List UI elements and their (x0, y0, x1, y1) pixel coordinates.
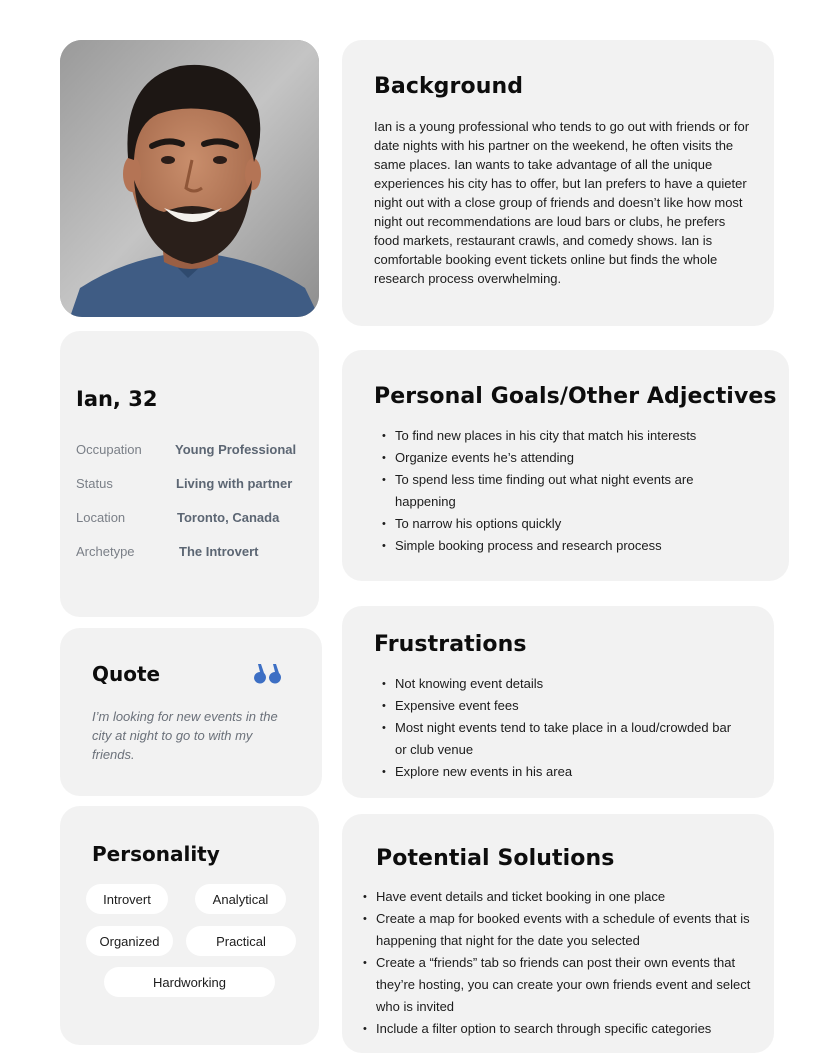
goals-list (374, 425, 754, 557)
goals-title: Personal Goals/Other Adjectives (374, 384, 777, 409)
goals-card (342, 350, 789, 581)
personality-title: Personality (92, 842, 220, 866)
info-label: Location (76, 510, 126, 525)
info-value: The Introvert (179, 544, 259, 559)
trait-pill: Introvert (86, 884, 168, 914)
list-item: • Not knowing event details (374, 673, 746, 695)
persona-portrait-image (60, 40, 319, 317)
trait-pill: Hardworking (104, 967, 275, 997)
list-item: • Organize events he’s attending (374, 447, 754, 469)
background-title: Background (374, 74, 524, 99)
frustrations-card (342, 606, 774, 798)
trait-pill: Practical (186, 926, 296, 956)
frustrations-list (374, 673, 746, 783)
trait-pill: Analytical (195, 884, 286, 914)
list-item: • Expensive event fees (374, 695, 746, 717)
quote-card (60, 628, 322, 796)
quote-text: I’m looking for new events in the city at night to go to with my friends. (92, 709, 278, 762)
list-item: • Include a filter option to search through specific categories (355, 1018, 765, 1040)
solutions-card (342, 814, 774, 1053)
personality-card (60, 806, 319, 1045)
background-card (342, 40, 774, 326)
background-text: Ian is a young professional who tends to go out with friends or for date nights with his partner on the weekend, he often visits the same places. Ian wants to take advantage of all the unique experiences his city has to offer, but Ian prefers to have a quieter night out with a close group of friends and doesn’t like how most night out recommendations are loud bars or clubs, he prefers food markets, restaurant crawls, and comedy shows. Ian is comfortable booking event tickets online but finds the whole research process overwhelming. (374, 119, 750, 286)
info-label: Archetype (76, 544, 135, 559)
list-item: • To spend less time finding out what night events are happening (374, 469, 754, 513)
list-item: • To narrow his options quickly (374, 513, 754, 535)
info-label: Status (76, 476, 113, 491)
persona-photo (60, 40, 319, 317)
list-item: • Create a map for booked events with a schedule of events that is happening that night for the date you selected (355, 908, 765, 952)
persona-name: Ian, 32 (76, 387, 158, 411)
solutions-title: Potential Solutions (376, 846, 615, 871)
list-item: • Have event details and ticket booking in one place (355, 886, 765, 908)
profile-card (60, 331, 319, 617)
quote-marks-icon (252, 664, 282, 688)
trait-pill: Organized (86, 926, 173, 956)
list-item: • Simple booking process and research process (374, 535, 754, 557)
quote-title: Quote (92, 662, 161, 686)
list-item: • Explore new events in his area (374, 761, 746, 783)
list-item: • To find new places in his city that match his interests (374, 425, 754, 447)
list-item: • Most night events tend to take place in a loud/crowded bar or club venue (374, 717, 746, 761)
info-label: Occupation (76, 442, 142, 457)
info-value: Living with partner (176, 476, 293, 491)
info-value: Toronto, Canada (177, 510, 280, 525)
frustrations-title: Frustrations (374, 632, 527, 657)
solutions-list (355, 886, 765, 1040)
list-item: • Create a “friends” tab so friends can post their own events that they’re hosting, you can create your own friends event and select who is invited (355, 952, 765, 1018)
info-value: Young Professional (175, 442, 297, 457)
